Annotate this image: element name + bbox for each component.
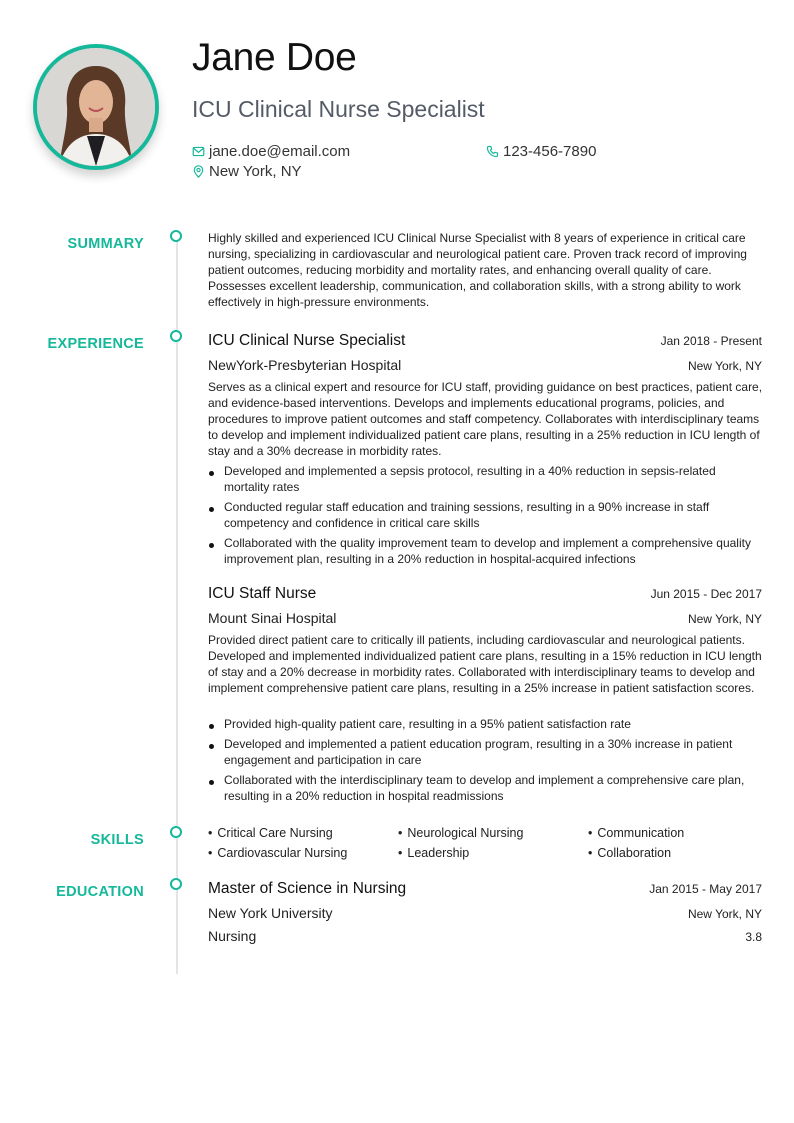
degree-name: Master of Science in Nursing: [208, 880, 407, 897]
timeline-dot: [170, 230, 182, 242]
skill-item: • Collaboration: [588, 846, 671, 860]
list-item: Provided high-quality patient care, resulting in a 95% patient satisfaction rate: [208, 716, 763, 732]
skill-item: • Leadership: [398, 846, 469, 860]
location-text: New York, NY: [209, 163, 302, 180]
location-contact: [192, 163, 302, 180]
email-text: jane.doe@email.com: [209, 143, 351, 160]
avatar: [33, 44, 159, 170]
gpa-value: 3.8: [745, 930, 762, 944]
candidate-name: Jane Doe: [192, 36, 357, 79]
school-name: New York University: [208, 905, 333, 921]
school-location: New York, NY: [687, 907, 762, 921]
timeline-dot: [170, 826, 182, 838]
job-organization: Mount Sinai Hospital: [208, 610, 337, 626]
summary-heading: SUMMARY: [67, 236, 144, 252]
skill-item: • Cardiovascular Nursing: [208, 846, 347, 860]
skills-heading: SKILLS: [90, 832, 144, 848]
skill-item: • Critical Care Nursing: [208, 826, 333, 840]
experience-heading: EXPERIENCE: [47, 336, 144, 352]
location-pin-icon: [192, 165, 205, 178]
phone-contact[interactable]: [486, 143, 596, 160]
skill-item: • Neurological Nursing: [398, 826, 523, 840]
list-item: Developed and implemented a patient education program, resulting in a 30% increase in patient engagement and participation in care: [208, 736, 763, 768]
skill-item: • Communication: [588, 826, 684, 840]
field-of-study: Nursing: [208, 928, 257, 944]
job-description: Serves as a clinical expert and resource for ICU staff, providing guidance on best practices, patient care, and evidence-based interventions. Develops and implements educational programs, policies, and procedures to improve patient outcomes and staff competency. Collaborates with interdisciplinary teams to develop and implement individualized patient care plans, resulting in a 25% reduction in ICU length of stay and a 30% decrease in morbidity rates.: [208, 380, 763, 458]
job-achievements: [208, 463, 763, 571]
list-item: Conducted regular staff education and training sessions, resulting in a 90% increase in staff competency and confidence in critical care skills: [208, 499, 763, 531]
email-contact[interactable]: [192, 143, 350, 160]
job-role: ICU Staff Nurse: [208, 585, 317, 602]
phone-icon: [486, 145, 499, 158]
mail-icon: [192, 145, 205, 158]
education-heading: EDUCATION: [56, 884, 144, 900]
job-dates: Jun 2015 - Dec 2017: [650, 587, 762, 601]
timeline-line: [176, 236, 178, 974]
portrait-image: [37, 48, 155, 166]
job-description: Provided direct patient care to critically ill patients, including cardiovascular and neurological patients. Developed and implemented individualized patient care plans, resulting in a 15% reduction in ICU length of stay and a 20% decrease in morbidity rates. Collaborated with interdisciplinary teams to develop and implement comprehensive patient care plans, resulting in a 25% increase in patient satisfaction scores.: [208, 633, 762, 695]
job-location: New York, NY: [687, 359, 762, 373]
job-location: New York, NY: [687, 612, 762, 626]
timeline-dot: [170, 330, 182, 342]
education-dates: Jan 2015 - May 2017: [649, 882, 762, 896]
job-organization: NewYork-Presbyterian Hospital: [208, 357, 402, 373]
job-achievements: [208, 716, 763, 808]
list-item: Collaborated with the quality improvement team to develop and implement a comprehensive quality improvement plan, resulting in a 20% reduction in hospital-acquired infections: [208, 535, 763, 567]
timeline-dot: [170, 878, 182, 890]
job-dates: Jan 2018 - Present: [660, 334, 762, 348]
list-item: Developed and implemented a sepsis protocol, resulting in a 40% reduction in sepsis-related mortality rates: [208, 463, 763, 495]
job-title: ICU Clinical Nurse Specialist: [192, 96, 485, 122]
list-item: Collaborated with the interdisciplinary team to develop and implement a comprehensive care plan, resulting in a 20% reduction in hospital readmissions: [208, 772, 763, 804]
job-role: ICU Clinical Nurse Specialist: [208, 332, 406, 349]
summary-text: Highly skilled and experienced ICU Clinical Nurse Specialist with 8 years of experience in critical care nursing, specializing in cardiovascular and neurological patient care. Proven track record of improving patient outcomes, reducing morbidity and mortality rates, and enhancing overall quality of care. Possesses excellent leadership, communication, and collaboration skills, with a strong ability to work effectively in high-pressure environments.: [208, 231, 747, 309]
phone-text: 123-456-7890: [503, 143, 597, 160]
